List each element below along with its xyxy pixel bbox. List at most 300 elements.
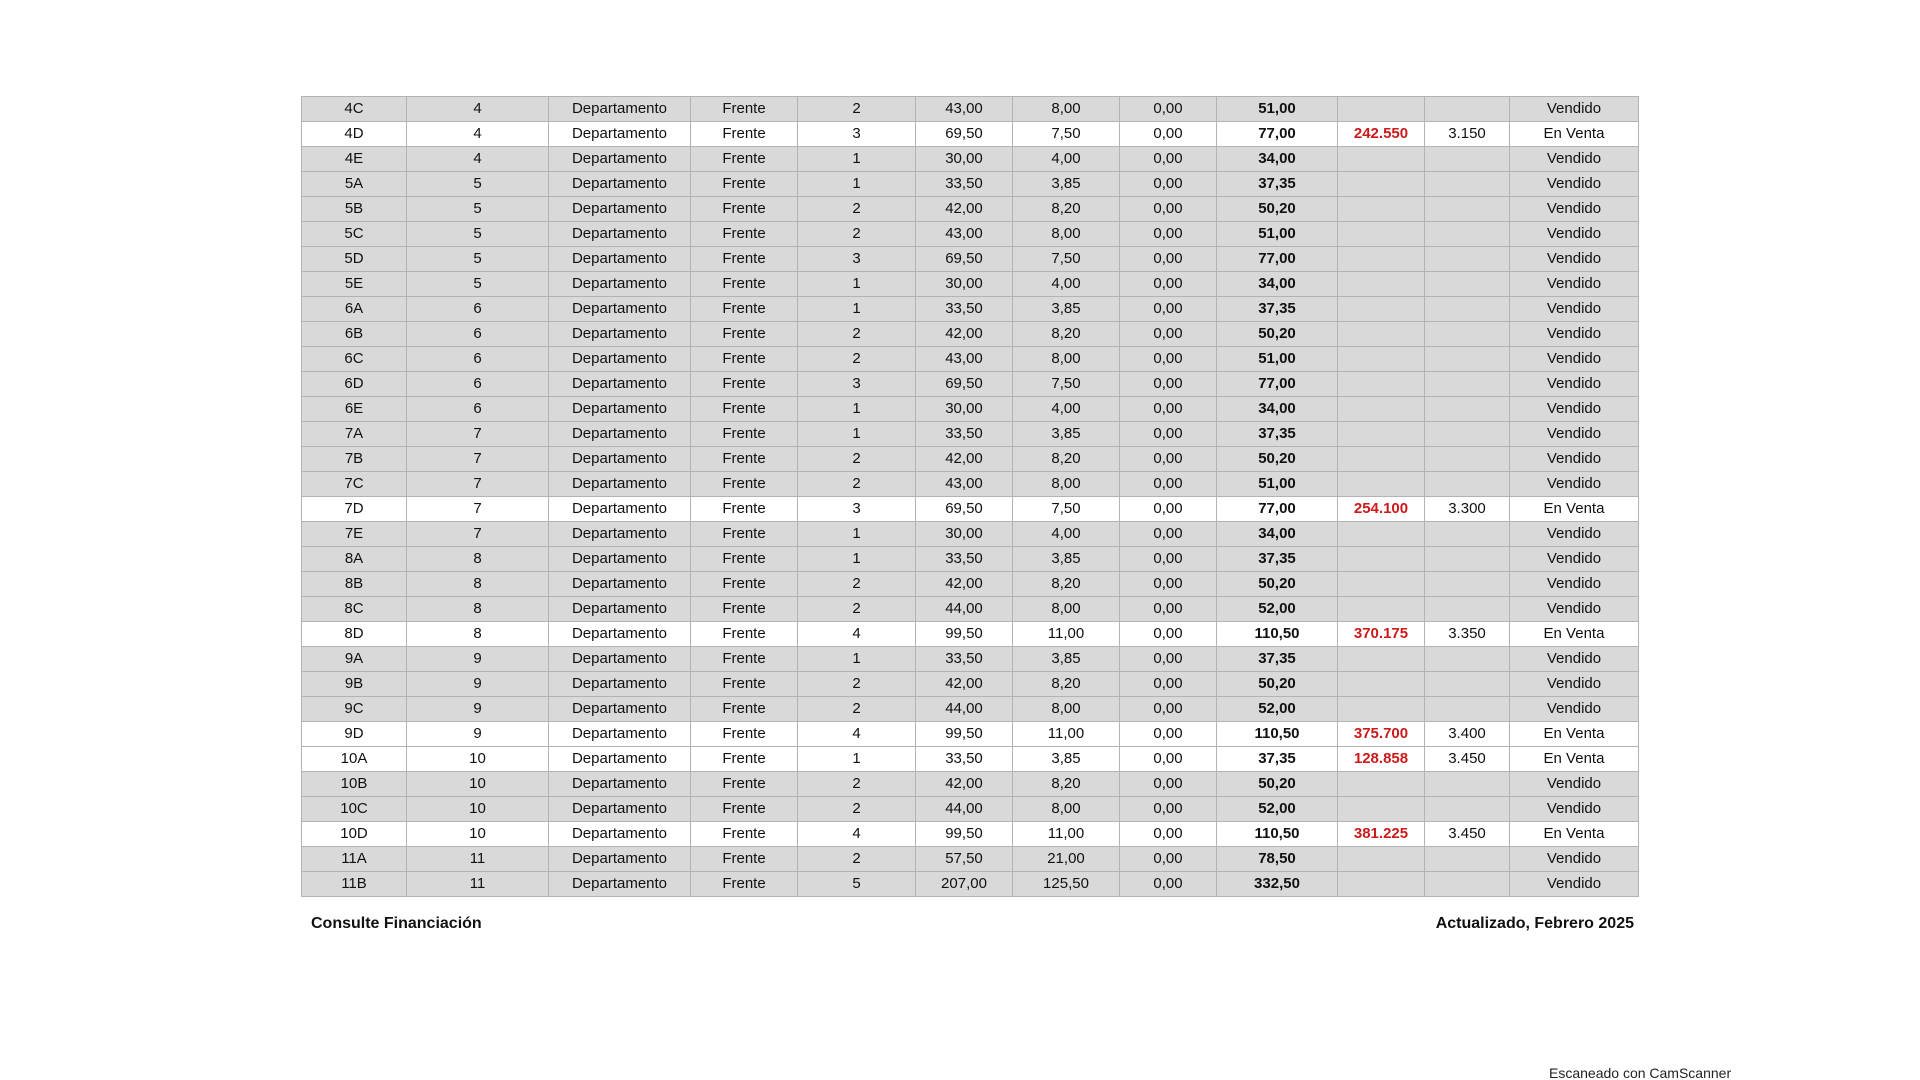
cell-rooms: 1 bbox=[798, 397, 916, 422]
cell-other-area: 0,00 bbox=[1120, 172, 1217, 197]
cell-rooms: 3 bbox=[798, 497, 916, 522]
cell-floor: 5 bbox=[407, 272, 549, 297]
cell-price-per-m2 bbox=[1425, 222, 1510, 247]
updated-date: Actualizado, Febrero 2025 bbox=[1435, 915, 1634, 932]
cell-total-area: 37,35 bbox=[1217, 172, 1338, 197]
cell-price-per-m2 bbox=[1425, 322, 1510, 347]
cell-floor: 7 bbox=[407, 497, 549, 522]
cell-orientation: Frente bbox=[691, 797, 798, 822]
cell-floor: 11 bbox=[407, 847, 549, 872]
cell-price-per-m2 bbox=[1425, 197, 1510, 222]
cell-orientation: Frente bbox=[691, 622, 798, 647]
cell-rooms: 4 bbox=[798, 822, 916, 847]
cell-price-per-m2 bbox=[1425, 597, 1510, 622]
cell-covered-area: 43,00 bbox=[916, 347, 1013, 372]
cell-rooms: 4 bbox=[798, 722, 916, 747]
cell-orientation: Frente bbox=[691, 372, 798, 397]
cell-total-area: 77,00 bbox=[1217, 372, 1338, 397]
cell-other-area: 0,00 bbox=[1120, 572, 1217, 597]
cell-price: 381.225 bbox=[1338, 822, 1425, 847]
cell-price: 128.858 bbox=[1338, 747, 1425, 772]
cell-floor: 11 bbox=[407, 872, 549, 897]
cell-floor: 8 bbox=[407, 572, 549, 597]
cell-floor: 5 bbox=[407, 172, 549, 197]
cell-other-area: 0,00 bbox=[1120, 122, 1217, 147]
cell-price-per-m2 bbox=[1425, 647, 1510, 672]
cell-price-per-m2 bbox=[1425, 297, 1510, 322]
cell-balcony-area: 8,20 bbox=[1013, 197, 1120, 222]
cell-price: 370.175 bbox=[1338, 622, 1425, 647]
cell-unit: 4C bbox=[302, 97, 407, 122]
cell-rooms: 2 bbox=[798, 772, 916, 797]
cell-covered-area: 42,00 bbox=[916, 572, 1013, 597]
cell-covered-area: 42,00 bbox=[916, 447, 1013, 472]
cell-covered-area: 43,00 bbox=[916, 472, 1013, 497]
cell-unit: 8A bbox=[302, 547, 407, 572]
cell-price bbox=[1338, 222, 1425, 247]
cell-type: Departamento bbox=[549, 772, 691, 797]
cell-other-area: 0,00 bbox=[1120, 347, 1217, 372]
cell-total-area: 50,20 bbox=[1217, 672, 1338, 697]
table-row bbox=[302, 322, 1639, 347]
cell-price: 242.550 bbox=[1338, 122, 1425, 147]
cell-floor: 6 bbox=[407, 297, 549, 322]
cell-price-per-m2 bbox=[1425, 547, 1510, 572]
cell-other-area: 0,00 bbox=[1120, 822, 1217, 847]
cell-balcony-area: 7,50 bbox=[1013, 122, 1120, 147]
cell-type: Departamento bbox=[549, 497, 691, 522]
cell-price-per-m2: 3.400 bbox=[1425, 722, 1510, 747]
cell-rooms: 2 bbox=[798, 347, 916, 372]
cell-total-area: 50,20 bbox=[1217, 197, 1338, 222]
cell-covered-area: 42,00 bbox=[916, 322, 1013, 347]
cell-total-area: 51,00 bbox=[1217, 472, 1338, 497]
cell-rooms: 1 bbox=[798, 272, 916, 297]
table-row bbox=[302, 472, 1639, 497]
cell-price bbox=[1338, 197, 1425, 222]
cell-balcony-area: 11,00 bbox=[1013, 822, 1120, 847]
cell-status: Vendido bbox=[1510, 197, 1639, 222]
cell-price-per-m2 bbox=[1425, 172, 1510, 197]
cell-unit: 7D bbox=[302, 497, 407, 522]
cell-price-per-m2 bbox=[1425, 672, 1510, 697]
table-row bbox=[302, 497, 1639, 522]
cell-floor: 6 bbox=[407, 347, 549, 372]
cell-type: Departamento bbox=[549, 722, 691, 747]
cell-orientation: Frente bbox=[691, 272, 798, 297]
cell-status: Vendido bbox=[1510, 97, 1639, 122]
cell-price bbox=[1338, 447, 1425, 472]
cell-unit: 7A bbox=[302, 422, 407, 447]
cell-status: Vendido bbox=[1510, 797, 1639, 822]
table-row bbox=[302, 747, 1639, 772]
cell-floor: 4 bbox=[407, 147, 549, 172]
cell-other-area: 0,00 bbox=[1120, 597, 1217, 622]
cell-other-area: 0,00 bbox=[1120, 247, 1217, 272]
table-row bbox=[302, 147, 1639, 172]
cell-status: Vendido bbox=[1510, 772, 1639, 797]
cell-orientation: Frente bbox=[691, 222, 798, 247]
table-row bbox=[302, 847, 1639, 872]
cell-other-area: 0,00 bbox=[1120, 147, 1217, 172]
cell-type: Departamento bbox=[549, 122, 691, 147]
cell-orientation: Frente bbox=[691, 297, 798, 322]
cell-status: Vendido bbox=[1510, 547, 1639, 572]
cell-status: Vendido bbox=[1510, 572, 1639, 597]
cell-orientation: Frente bbox=[691, 172, 798, 197]
cell-total-area: 34,00 bbox=[1217, 272, 1338, 297]
cell-unit: 6B bbox=[302, 322, 407, 347]
cell-floor: 10 bbox=[407, 797, 549, 822]
cell-balcony-area: 8,00 bbox=[1013, 472, 1120, 497]
table-row bbox=[302, 722, 1639, 747]
cell-balcony-area: 4,00 bbox=[1013, 272, 1120, 297]
table-row bbox=[302, 697, 1639, 722]
cell-other-area: 0,00 bbox=[1120, 422, 1217, 447]
cell-balcony-area: 4,00 bbox=[1013, 522, 1120, 547]
table-row bbox=[302, 422, 1639, 447]
cell-balcony-area: 21,00 bbox=[1013, 847, 1120, 872]
cell-rooms: 2 bbox=[798, 447, 916, 472]
cell-covered-area: 30,00 bbox=[916, 147, 1013, 172]
cell-covered-area: 44,00 bbox=[916, 597, 1013, 622]
cell-balcony-area: 4,00 bbox=[1013, 397, 1120, 422]
cell-orientation: Frente bbox=[691, 347, 798, 372]
cell-balcony-area: 11,00 bbox=[1013, 722, 1120, 747]
cell-type: Departamento bbox=[549, 647, 691, 672]
cell-orientation: Frente bbox=[691, 197, 798, 222]
cell-total-area: 52,00 bbox=[1217, 797, 1338, 822]
cell-price-per-m2: 3.450 bbox=[1425, 822, 1510, 847]
cell-balcony-area: 4,00 bbox=[1013, 147, 1120, 172]
cell-orientation: Frente bbox=[691, 697, 798, 722]
cell-price bbox=[1338, 322, 1425, 347]
cell-other-area: 0,00 bbox=[1120, 547, 1217, 572]
cell-balcony-area: 7,50 bbox=[1013, 372, 1120, 397]
cell-price bbox=[1338, 847, 1425, 872]
cell-price bbox=[1338, 472, 1425, 497]
table-row bbox=[302, 297, 1639, 322]
cell-orientation: Frente bbox=[691, 572, 798, 597]
cell-price-per-m2 bbox=[1425, 347, 1510, 372]
cell-price-per-m2 bbox=[1425, 872, 1510, 897]
cell-rooms: 3 bbox=[798, 372, 916, 397]
cell-floor: 5 bbox=[407, 197, 549, 222]
cell-type: Departamento bbox=[549, 472, 691, 497]
table-row bbox=[302, 122, 1639, 147]
cell-price bbox=[1338, 772, 1425, 797]
table-row bbox=[302, 522, 1639, 547]
cell-floor: 10 bbox=[407, 747, 549, 772]
cell-floor: 5 bbox=[407, 222, 549, 247]
cell-covered-area: 99,50 bbox=[916, 822, 1013, 847]
cell-rooms: 1 bbox=[798, 422, 916, 447]
cell-type: Departamento bbox=[549, 697, 691, 722]
cell-rooms: 2 bbox=[798, 197, 916, 222]
cell-unit: 9B bbox=[302, 672, 407, 697]
cell-status: Vendido bbox=[1510, 397, 1639, 422]
cell-covered-area: 33,50 bbox=[916, 647, 1013, 672]
cell-unit: 5E bbox=[302, 272, 407, 297]
table-row bbox=[302, 172, 1639, 197]
cell-total-area: 37,35 bbox=[1217, 747, 1338, 772]
cell-orientation: Frente bbox=[691, 772, 798, 797]
cell-balcony-area: 3,85 bbox=[1013, 297, 1120, 322]
cell-unit: 10C bbox=[302, 797, 407, 822]
cell-total-area: 37,35 bbox=[1217, 547, 1338, 572]
cell-type: Departamento bbox=[549, 247, 691, 272]
cell-other-area: 0,00 bbox=[1120, 847, 1217, 872]
cell-status: En Venta bbox=[1510, 622, 1639, 647]
cell-type: Departamento bbox=[549, 422, 691, 447]
cell-balcony-area: 11,00 bbox=[1013, 622, 1120, 647]
table-row bbox=[302, 397, 1639, 422]
cell-status: Vendido bbox=[1510, 247, 1639, 272]
cell-floor: 7 bbox=[407, 472, 549, 497]
cell-status: En Venta bbox=[1510, 722, 1639, 747]
cell-balcony-area: 8,00 bbox=[1013, 347, 1120, 372]
cell-type: Departamento bbox=[549, 872, 691, 897]
cell-orientation: Frente bbox=[691, 397, 798, 422]
cell-balcony-area: 8,20 bbox=[1013, 672, 1120, 697]
cell-unit: 9C bbox=[302, 697, 407, 722]
cell-orientation: Frente bbox=[691, 522, 798, 547]
cell-price bbox=[1338, 347, 1425, 372]
cell-type: Departamento bbox=[549, 547, 691, 572]
cell-orientation: Frente bbox=[691, 547, 798, 572]
cell-rooms: 2 bbox=[798, 672, 916, 697]
cell-balcony-area: 8,20 bbox=[1013, 572, 1120, 597]
cell-rooms: 3 bbox=[798, 122, 916, 147]
cell-type: Departamento bbox=[549, 572, 691, 597]
table-row bbox=[302, 447, 1639, 472]
cell-price-per-m2 bbox=[1425, 472, 1510, 497]
cell-type: Departamento bbox=[549, 522, 691, 547]
cell-unit: 10D bbox=[302, 822, 407, 847]
cell-floor: 6 bbox=[407, 322, 549, 347]
cell-covered-area: 30,00 bbox=[916, 522, 1013, 547]
cell-floor: 7 bbox=[407, 522, 549, 547]
cell-type: Departamento bbox=[549, 397, 691, 422]
table-row bbox=[302, 572, 1639, 597]
cell-balcony-area: 3,85 bbox=[1013, 172, 1120, 197]
cell-price bbox=[1338, 147, 1425, 172]
table-row bbox=[302, 372, 1639, 397]
cell-other-area: 0,00 bbox=[1120, 272, 1217, 297]
cell-status: Vendido bbox=[1510, 647, 1639, 672]
cell-total-area: 34,00 bbox=[1217, 147, 1338, 172]
cell-type: Departamento bbox=[549, 172, 691, 197]
cell-price-per-m2 bbox=[1425, 147, 1510, 172]
cell-type: Departamento bbox=[549, 747, 691, 772]
cell-price-per-m2: 3.150 bbox=[1425, 122, 1510, 147]
cell-floor: 8 bbox=[407, 622, 549, 647]
cell-unit: 5A bbox=[302, 172, 407, 197]
cell-status: Vendido bbox=[1510, 422, 1639, 447]
cell-status: Vendido bbox=[1510, 347, 1639, 372]
cell-total-area: 77,00 bbox=[1217, 122, 1338, 147]
cell-price-per-m2 bbox=[1425, 422, 1510, 447]
cell-price bbox=[1338, 247, 1425, 272]
cell-status: Vendido bbox=[1510, 447, 1639, 472]
cell-balcony-area: 7,50 bbox=[1013, 497, 1120, 522]
cell-covered-area: 30,00 bbox=[916, 397, 1013, 422]
cell-unit: 7B bbox=[302, 447, 407, 472]
cell-price: 375.700 bbox=[1338, 722, 1425, 747]
cell-total-area: 77,00 bbox=[1217, 247, 1338, 272]
cell-rooms: 1 bbox=[798, 147, 916, 172]
cell-type: Departamento bbox=[549, 322, 691, 347]
cell-type: Departamento bbox=[549, 147, 691, 172]
cell-total-area: 37,35 bbox=[1217, 647, 1338, 672]
cell-other-area: 0,00 bbox=[1120, 222, 1217, 247]
cell-covered-area: 30,00 bbox=[916, 272, 1013, 297]
cell-status: En Venta bbox=[1510, 497, 1639, 522]
cell-other-area: 0,00 bbox=[1120, 297, 1217, 322]
cell-price-per-m2 bbox=[1425, 272, 1510, 297]
cell-unit: 9D bbox=[302, 722, 407, 747]
units-table bbox=[301, 96, 1639, 897]
cell-covered-area: 33,50 bbox=[916, 422, 1013, 447]
cell-floor: 9 bbox=[407, 672, 549, 697]
cell-other-area: 0,00 bbox=[1120, 797, 1217, 822]
cell-covered-area: 43,00 bbox=[916, 222, 1013, 247]
cell-total-area: 37,35 bbox=[1217, 422, 1338, 447]
cell-floor: 6 bbox=[407, 397, 549, 422]
financing-note: Consulte Financiación bbox=[311, 915, 482, 932]
cell-total-area: 50,20 bbox=[1217, 772, 1338, 797]
cell-price bbox=[1338, 97, 1425, 122]
cell-covered-area: 69,50 bbox=[916, 122, 1013, 147]
cell-price bbox=[1338, 572, 1425, 597]
cell-rooms: 1 bbox=[798, 747, 916, 772]
cell-price-per-m2 bbox=[1425, 397, 1510, 422]
cell-type: Departamento bbox=[549, 97, 691, 122]
cell-other-area: 0,00 bbox=[1120, 447, 1217, 472]
cell-type: Departamento bbox=[549, 847, 691, 872]
cell-other-area: 0,00 bbox=[1120, 97, 1217, 122]
table-row bbox=[302, 872, 1639, 897]
table-row bbox=[302, 772, 1639, 797]
cell-status: Vendido bbox=[1510, 872, 1639, 897]
cell-orientation: Frente bbox=[691, 722, 798, 747]
cell-balcony-area: 8,00 bbox=[1013, 797, 1120, 822]
cell-status: Vendido bbox=[1510, 672, 1639, 697]
cell-status: En Venta bbox=[1510, 747, 1639, 772]
cell-rooms: 2 bbox=[798, 597, 916, 622]
cell-covered-area: 69,50 bbox=[916, 372, 1013, 397]
cell-other-area: 0,00 bbox=[1120, 497, 1217, 522]
cell-rooms: 2 bbox=[798, 472, 916, 497]
cell-other-area: 0,00 bbox=[1120, 672, 1217, 697]
cell-covered-area: 99,50 bbox=[916, 622, 1013, 647]
cell-covered-area: 33,50 bbox=[916, 172, 1013, 197]
cell-other-area: 0,00 bbox=[1120, 697, 1217, 722]
cell-covered-area: 33,50 bbox=[916, 297, 1013, 322]
cell-unit: 9A bbox=[302, 647, 407, 672]
cell-other-area: 0,00 bbox=[1120, 872, 1217, 897]
cell-covered-area: 42,00 bbox=[916, 197, 1013, 222]
cell-balcony-area: 3,85 bbox=[1013, 547, 1120, 572]
cell-unit: 10B bbox=[302, 772, 407, 797]
cell-covered-area: 44,00 bbox=[916, 797, 1013, 822]
cell-unit: 11B bbox=[302, 872, 407, 897]
cell-unit: 5B bbox=[302, 197, 407, 222]
cell-price bbox=[1338, 547, 1425, 572]
cell-price-per-m2 bbox=[1425, 372, 1510, 397]
cell-other-area: 0,00 bbox=[1120, 647, 1217, 672]
cell-status: En Venta bbox=[1510, 822, 1639, 847]
cell-status: Vendido bbox=[1510, 522, 1639, 547]
cell-balcony-area: 8,20 bbox=[1013, 322, 1120, 347]
cell-price-per-m2 bbox=[1425, 522, 1510, 547]
table-row bbox=[302, 97, 1639, 122]
cell-orientation: Frente bbox=[691, 322, 798, 347]
cell-covered-area: 33,50 bbox=[916, 747, 1013, 772]
cell-floor: 9 bbox=[407, 722, 549, 747]
cell-rooms: 2 bbox=[798, 572, 916, 597]
cell-price bbox=[1338, 297, 1425, 322]
cell-floor: 9 bbox=[407, 697, 549, 722]
cell-price bbox=[1338, 422, 1425, 447]
cell-price-per-m2 bbox=[1425, 247, 1510, 272]
cell-price bbox=[1338, 597, 1425, 622]
cell-rooms: 3 bbox=[798, 247, 916, 272]
cell-unit: 5C bbox=[302, 222, 407, 247]
cell-total-area: 52,00 bbox=[1217, 697, 1338, 722]
cell-total-area: 78,50 bbox=[1217, 847, 1338, 872]
cell-price-per-m2 bbox=[1425, 797, 1510, 822]
cell-type: Departamento bbox=[549, 622, 691, 647]
cell-balcony-area: 8,00 bbox=[1013, 597, 1120, 622]
cell-total-area: 50,20 bbox=[1217, 572, 1338, 597]
cell-price-per-m2 bbox=[1425, 697, 1510, 722]
cell-orientation: Frente bbox=[691, 447, 798, 472]
cell-status: Vendido bbox=[1510, 597, 1639, 622]
cell-floor: 4 bbox=[407, 122, 549, 147]
cell-total-area: 110,50 bbox=[1217, 622, 1338, 647]
cell-other-area: 0,00 bbox=[1120, 397, 1217, 422]
cell-covered-area: 33,50 bbox=[916, 547, 1013, 572]
cell-total-area: 110,50 bbox=[1217, 822, 1338, 847]
cell-floor: 7 bbox=[407, 447, 549, 472]
cell-covered-area: 69,50 bbox=[916, 247, 1013, 272]
table-row bbox=[302, 622, 1639, 647]
cell-price-per-m2 bbox=[1425, 847, 1510, 872]
cell-unit: 10A bbox=[302, 747, 407, 772]
cell-covered-area: 69,50 bbox=[916, 497, 1013, 522]
cell-type: Departamento bbox=[549, 447, 691, 472]
cell-covered-area: 57,50 bbox=[916, 847, 1013, 872]
cell-total-area: 50,20 bbox=[1217, 447, 1338, 472]
cell-type: Departamento bbox=[549, 272, 691, 297]
table-row bbox=[302, 672, 1639, 697]
cell-status: Vendido bbox=[1510, 222, 1639, 247]
cell-covered-area: 207,00 bbox=[916, 872, 1013, 897]
cell-covered-area: 42,00 bbox=[916, 672, 1013, 697]
cell-price bbox=[1338, 522, 1425, 547]
cell-balcony-area: 3,85 bbox=[1013, 647, 1120, 672]
cell-covered-area: 44,00 bbox=[916, 697, 1013, 722]
cell-balcony-area: 3,85 bbox=[1013, 747, 1120, 772]
cell-price: 254.100 bbox=[1338, 497, 1425, 522]
cell-rooms: 4 bbox=[798, 622, 916, 647]
cell-floor: 5 bbox=[407, 247, 549, 272]
cell-total-area: 77,00 bbox=[1217, 497, 1338, 522]
cell-balcony-area: 8,20 bbox=[1013, 447, 1120, 472]
cell-unit: 6C bbox=[302, 347, 407, 372]
table-row bbox=[302, 247, 1639, 272]
